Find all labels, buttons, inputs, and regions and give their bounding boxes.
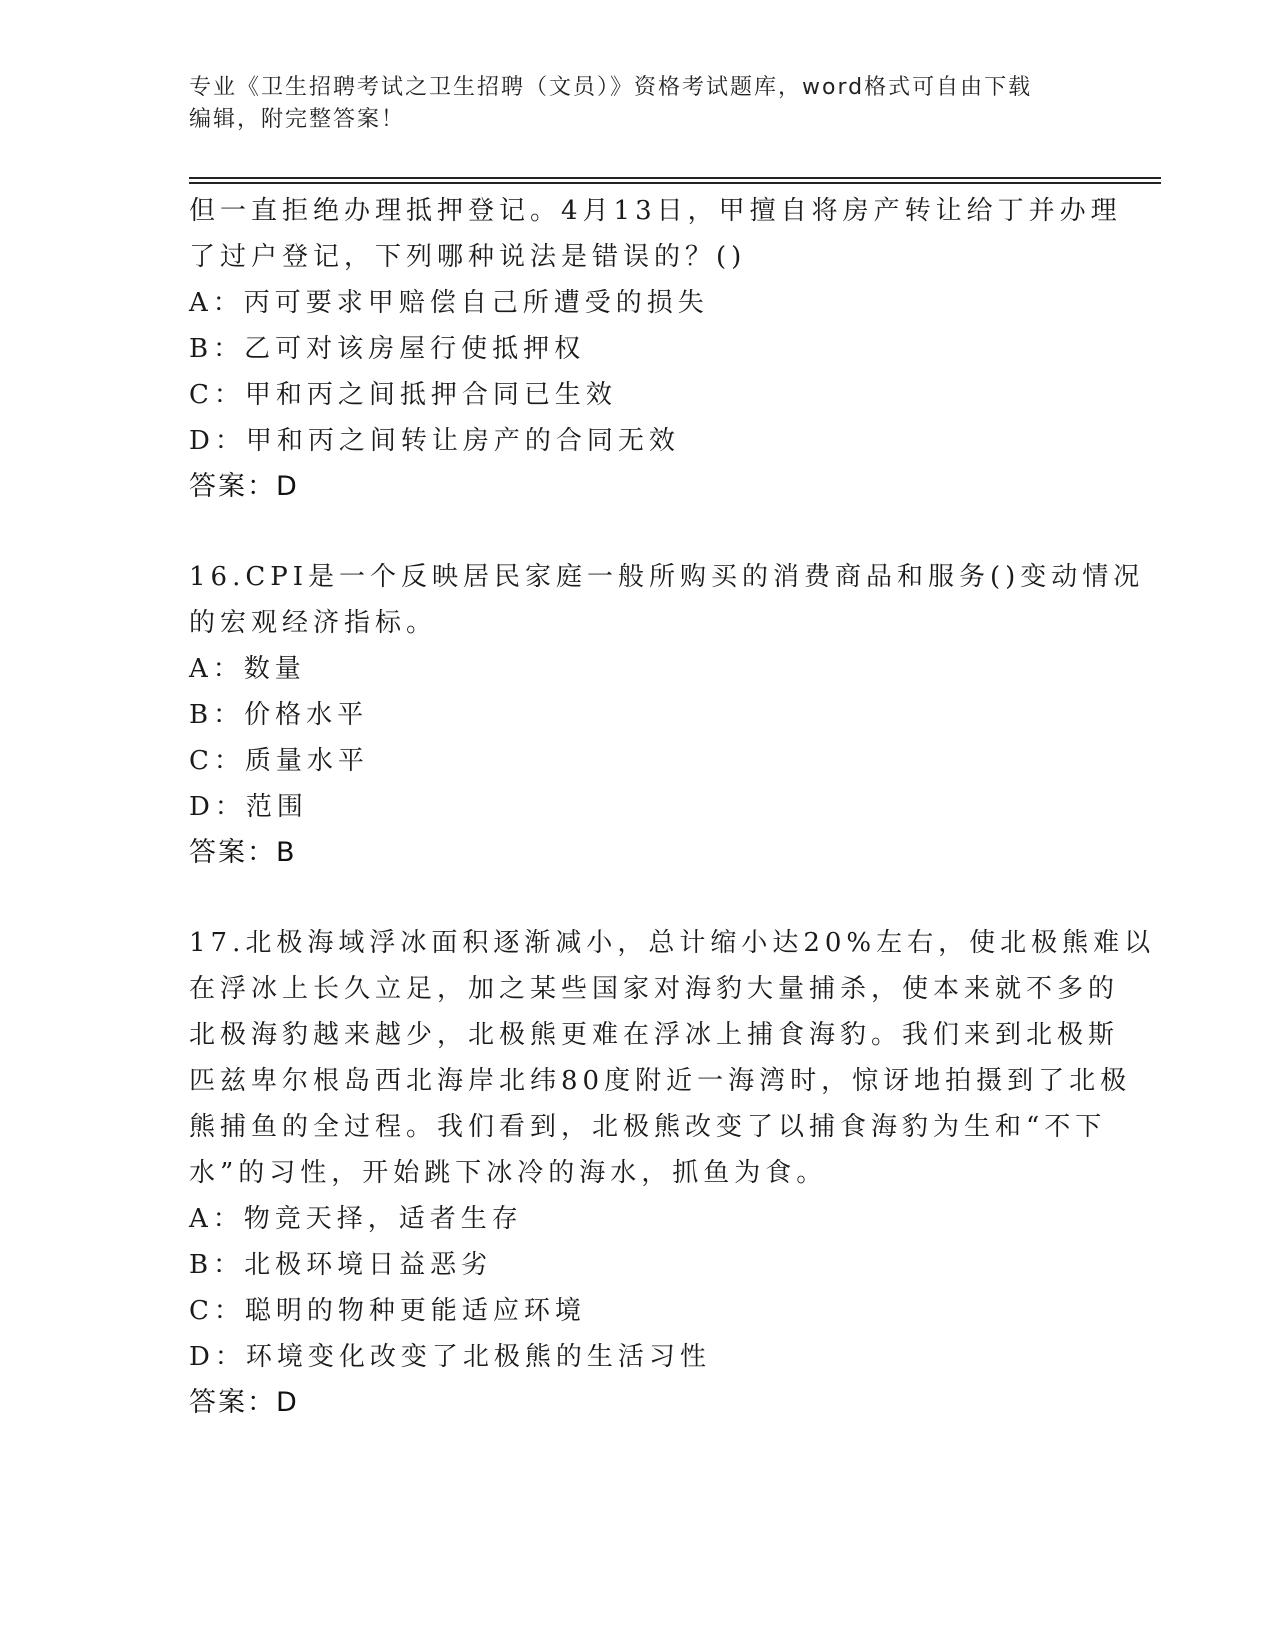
spacer: [189, 510, 1089, 554]
option-d: D：环境变化改变了北极熊的生活习性: [189, 1342, 711, 1372]
document-header: [189, 72, 1069, 136]
answer-label: 答案：D: [189, 471, 299, 502]
option-b: B：乙可对该房屋行使抵押权: [189, 334, 586, 364]
option-c: C：甲和丙之间抵押合同已生效: [189, 380, 617, 410]
option-d: D：甲和丙之间转让房产的合同无效: [189, 426, 680, 456]
option-c: C：质量水平: [189, 746, 369, 776]
question-17: [189, 920, 1156, 1426]
header-line-1: 专业《卫生招聘考试之卫生招聘（文员）》资格考试题库，word格式可自由下载: [189, 75, 1033, 100]
question-stem-line: 水”的习性，开始跳下冰冷的海水，抓鱼为食。: [189, 1158, 828, 1188]
spacer: [189, 876, 1089, 920]
header-line-2: 编辑，附完整答案！: [189, 107, 406, 132]
question-stem-line: 但一直拒绝办理抵押登记。4月13日，甲擅自将房产转让给丁并办理: [189, 196, 1122, 226]
option-b: B：价格水平: [189, 700, 369, 730]
answer-label: 答案：D: [189, 1387, 299, 1418]
answer-label: 答案：B: [189, 837, 297, 868]
question-stem-line: 熊捕鱼的全过程。我们看到，北极熊改变了以捕食海豹为生和“不下: [189, 1112, 1107, 1142]
option-a: A：丙可要求甲赔偿自己所遭受的损失: [189, 288, 709, 318]
question-stem-line: 匹兹卑尔根岛西北海岸北纬80度附近一海湾时，惊讶地拍摄到了北极: [189, 1066, 1132, 1096]
question-stem-line: 的宏观经济指标。: [189, 608, 438, 638]
question-stem-line: 了过户登记，下列哪种说法是错误的？(): [189, 242, 747, 272]
question-15: [189, 188, 1122, 510]
option-d: D：范围: [189, 792, 308, 822]
option-b: B：北极环境日益恶劣: [189, 1250, 493, 1280]
option-a: A：物竞天择，适者生存: [189, 1204, 523, 1234]
option-c: C：聪明的物种更能适应环境: [189, 1296, 586, 1326]
question-stem-line: 16.CPI是一个反映居民家庭一般所购买的消费商品和服务()变动情况: [189, 562, 1145, 592]
header-divider-top: [189, 177, 1161, 179]
question-list: [189, 188, 1156, 1426]
question-16: [189, 554, 1145, 876]
question-stem-line: 在浮冰上长久立足，加之某些国家对海豹大量捕杀，使本来就不多的: [189, 974, 1120, 1004]
option-a: A：数量: [189, 654, 306, 684]
question-stem-line: 北极海豹越来越少，北极熊更难在浮冰上捕食海豹。我们来到北极斯: [189, 1020, 1120, 1050]
question-stem-line: 17.北极海域浮冰面积逐渐减小，总计缩小达20%左右，使北极熊难以: [189, 928, 1156, 958]
header-divider-bottom: [189, 182, 1161, 184]
